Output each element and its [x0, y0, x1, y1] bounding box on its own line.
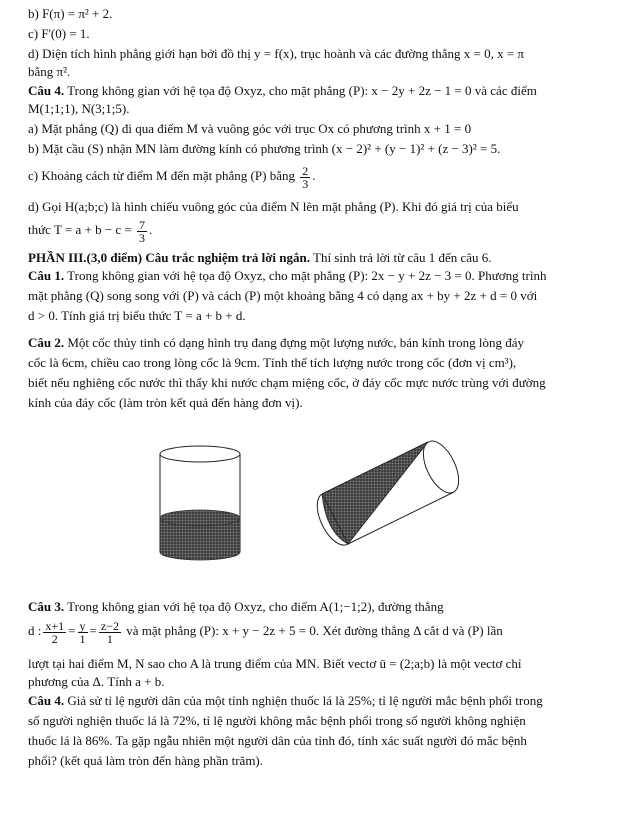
p3-question-3-line-eq: d : $\frac{x+1}{2}$ = $\frac{y}{1}$ = $\frac{z-2}{1}$ và mặt phẳng (P): x + y − 2z + 5 = 0. Xét đường thẳng Δ cắt d và (P) lần [28, 618, 503, 646]
answer-b: b) F(π) = π² + 2. [28, 6, 113, 21]
p3-question-4-label: Câu 4. [28, 693, 65, 708]
answer-c: c) F'(0) = 1. [28, 26, 90, 41]
fraction-x [43, 620, 66, 645]
p3-question-3-label: Câu 3. [28, 599, 65, 614]
line-d-label: d : [28, 623, 42, 638]
fraction-numerator: 7 [139, 217, 146, 232]
p3-question-1 [28, 268, 608, 284]
q4-option-c: c) Khoảng cách từ điểm M đến mặt phẳng (P) bằng $\frac{2}{3}$ . [28, 163, 316, 191]
p3-question-3-plane: và mặt phẳng (P): x + y − 2z + 5 = 0. Xét đường thẳng Δ cắt d và (P) lần [122, 623, 503, 638]
p3-question-1-cont2: d > 0. Tính giá trị biểu thức T = a + b + d. [28, 308, 246, 323]
upright-glass [160, 446, 240, 560]
glass-illustration [150, 440, 490, 570]
fraction-denominator: 3 [139, 230, 146, 245]
fraction-y [78, 620, 88, 645]
fraction-denominator: 1 [106, 631, 113, 646]
p3-question-2 [28, 335, 608, 351]
p3-question-3-cont2: phương của Δ. Tính a + b. [28, 674, 165, 689]
p3-question-2-cont3: kính của đáy cốc (làm tròn kết quả đến hàng đơn vị). [28, 395, 303, 410]
p3-question-4 [28, 693, 608, 709]
fraction-denominator: 1 [79, 631, 86, 646]
q4-option-d-cont: thức T = a + b − c = $\frac{7}{3}$ . [28, 217, 153, 245]
fraction-denominator: 2 [51, 631, 58, 646]
q4-option-d-expr: thức T = a + b − c = [28, 222, 132, 237]
tilted-glass [317, 440, 466, 545]
fraction-numerator: z−2 [100, 618, 119, 633]
q4-option-a: a) Mặt phẳng (Q) đi qua điểm M và vuông góc với trục Ox có phương trình x + 1 = 0 [28, 121, 472, 136]
p3-question-2-cont1: cốc là 6cm, chiều cao trong lòng cốc là 9cm. Tính thể tích lượng nước trong cốc (đơn vị cm³), [28, 355, 517, 370]
q4-option-c-text: c) Khoảng cách từ điểm M đến mặt phẳng (P) bằng [28, 168, 295, 183]
question-4-text: Trong không gian với hệ tọa độ Oxyz, cho mặt phẳng (P): x − 2y + 2z − 1 = 0 và các điểm [64, 83, 537, 98]
fraction-numerator: y [79, 618, 86, 633]
q4-option-d: d) Gọi H(a;b;c) là hình chiếu vuông góc của điểm N lên mặt phẳng (P). Khi đó giá trị của biểu [28, 199, 519, 214]
fraction-numerator: 2 [302, 163, 309, 178]
p3-question-4-text: Giả sử tỉ lệ người dân của một tỉnh nghiện thuốc lá là 25%; tỉ lệ người mắc bệnh phổi trong [64, 693, 543, 708]
answer-d-cont: bằng π². [28, 64, 71, 79]
question-4-label: Câu 4. [28, 83, 65, 98]
p3-question-2-text: Một cốc thủy tinh có dạng hình trụ đang đựng một lượng nước, bán kính trong lòng đáy [64, 335, 524, 350]
answer-d: d) Diện tích hình phẳng giới hạn bởi đồ thị y = f(x), trục hoành và các đường thẳng x = 0, x = π [28, 46, 524, 61]
p3-question-1-text: Trong không gian với hệ tọa độ Oxyz, cho mặt phẳng (P): 2x − y + 2z − 3 = 0. Phương trình [64, 268, 547, 283]
part-3-header [28, 250, 608, 266]
p3-question-4-cont2: thuốc lá là 86%. Ta gặp ngẫu nhiên một người dân của tỉnh đó, tính xác suất người đó mắc bệnh [28, 733, 527, 748]
question-4-points: M(1;1;1), N(3;1;5). [28, 101, 130, 116]
fraction-z [99, 620, 121, 645]
p3-question-3-cont1: lượt tại hai điểm M, N sao cho A là trung điểm của MN. Biết vectơ ū = (2;a;b) là một vectơ chỉ [28, 656, 522, 671]
p3-question-3 [28, 599, 608, 615]
p3-question-4-cont1: số người nghiện thuốc lá là 72%, tỉ lệ người không mắc bệnh phổi trong số người không nghiện [28, 713, 526, 728]
fraction-7-3 [137, 219, 147, 244]
part-3-instructions: Thí sinh trả lời từ câu 1 đến câu 6. [310, 250, 492, 265]
p3-question-3-text: Trong không gian với hệ tọa độ Oxyz, cho điểm A(1;−1;2), đường thẳng [64, 599, 444, 614]
question-4-header [28, 83, 608, 99]
fraction-numerator: x+1 [45, 618, 65, 633]
fraction-denominator: 3 [302, 176, 309, 191]
q4-option-b: b) Mặt cầu (S) nhận MN làm đường kính có phương trình (x − 2)² + (y − 1)² + (z − 3)² = 5. [28, 141, 501, 156]
p3-question-4-cont3: phổi? (kết quả làm tròn đến hàng phần trăm). [28, 753, 264, 768]
p3-question-1-cont1: mặt phẳng (Q) song song với (P) và cách (P) một khoảng bằng 4 có dạng ax + by + 2z + d = 0 với [28, 288, 538, 303]
p3-question-1-label: Câu 1. [28, 268, 65, 283]
p3-question-2-cont2: biết nếu nghiêng cốc nước thì thấy khi nước chạm miệng cốc, ở đáy cốc mực nước trùng với đường [28, 375, 546, 390]
fraction-2-3 [300, 165, 310, 190]
p3-question-2-label: Câu 2. [28, 335, 65, 350]
part-3-title: PHẦN III.(3,0 điểm) Câu trắc nghiệm trả lời ngắn. [28, 250, 310, 265]
